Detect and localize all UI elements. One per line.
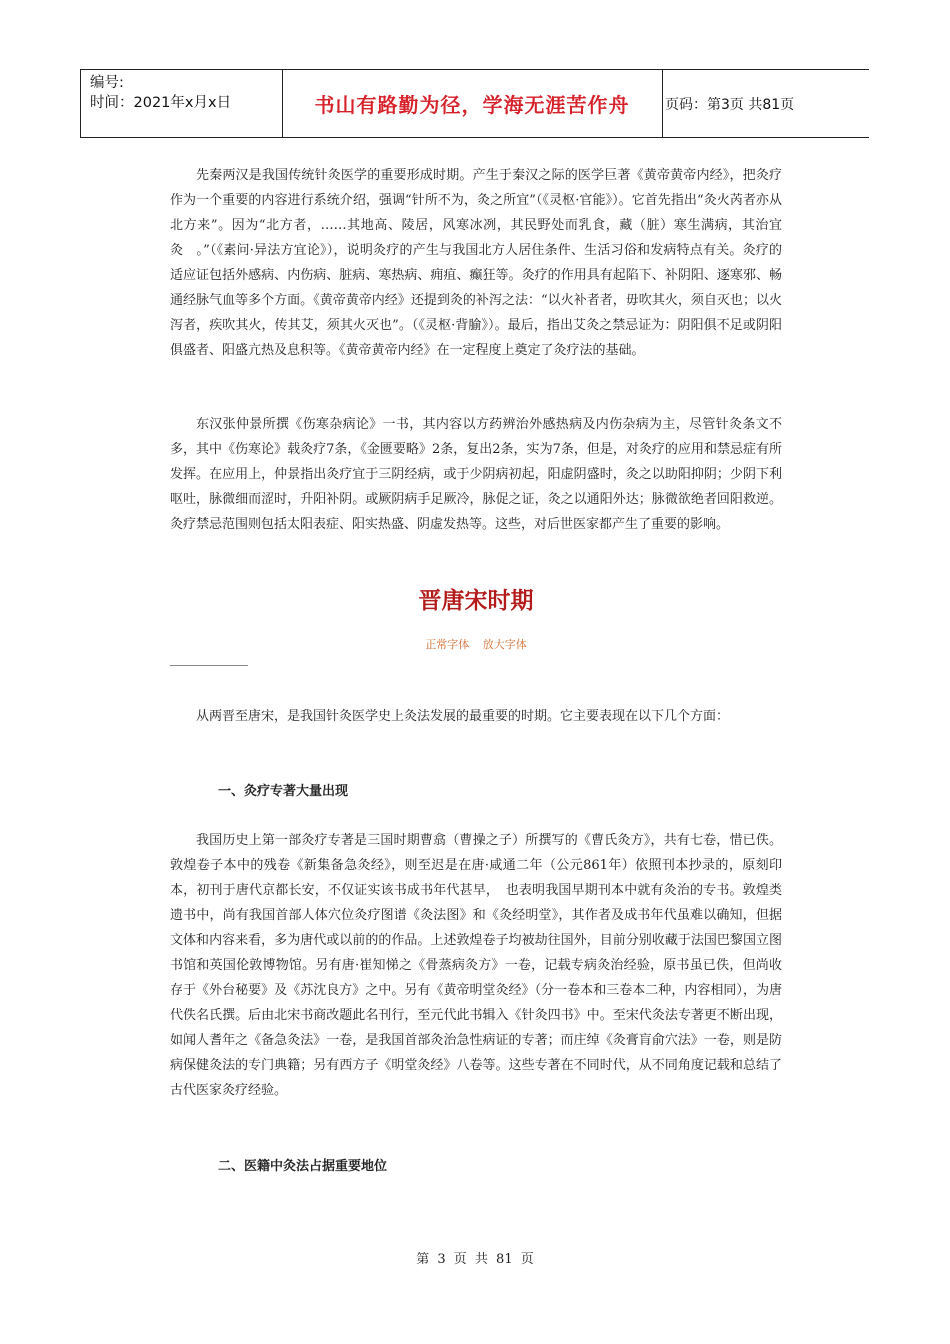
section-title: 晋唐宋时期 <box>418 588 534 614</box>
paragraph: 我国历史上第一部灸疗专著是三国时期曹翕（曹操之子）所撰写的《曹氏灸方》，共有七卷，惜已佚。敦煌卷子本中的残卷《新集备急灸经》，则至迟是在唐·咸通二年（公元861年）依照刊本抄录的，原刻印本，初刊于唐代京都长安，不仅证实该书成书年代甚早， 也表明我国早期刊本中就有灸治的专书。敦煌类遗书中，尚有我国首部人体穴位灸疗图谱《灸法图》和《灸经明堂》，其作者及成书年代虽难以确知，但据文体和内容来看，多为唐代或以前的的作品。上述敦煌卷子均被劫往国外，目前分别收藏于法国巴黎国立图书馆和英国伦敦博物馆。另有唐·崔知悌之《骨蒸病灸方》一卷，记载专病灸治经验，原书虽已佚，但尚收存于《外台秘要》及《苏沈良方》之中。另有《黄帝明堂灸经》（分一卷本和三卷本二种，内容相同），为唐代佚名氏撰。后由北宋书商改题此名刊行，至元代此书辑入《针灸四书》中。至宋代灸法专著更不断出现，如闻人耆年之《备急灸法》一卷，是我国首部灸治急性病证的专著；而庄绰《灸膏肓俞穴法》一卷，则是防病保健灸法的专门典籍；另有西方子《明堂灸经》八卷等。这些专著在不同时代，从不同角度记载和总结了古代医家灸疗经验。 <box>170 833 782 1098</box>
paragraph: 先秦两汉是我国传统针灸医学的重要形成时期。产生于秦汉之际的医学巨著《黄帝黄帝内经》，把灸疗作为一个重要的内容进行系统介绍，强调“针所不为，灸之所宜”（《灵枢·官能》）。它首先指出“灸火芮者亦从北方来”。因为“北方者，……其地高、陵居，风寒冰冽，其民野处而乳食，藏（脏）寒生满病，其治宜灸 。”（《素问·异法方宜论》），说明灸疗的产生与我国北方人居住条件、生活习俗和发病特点有关。灸疗的适应证包括外感病、内伤病、脏病、寒热病、痈疽、癫狂等。灸疗的作用具有起陷下、补阴阳、逐寒邪、畅通经脉气血等多个方面。《黄帝黄帝内经》还提到灸的补泻之法：“以火补者者，毋吹其火，须自灭也；以火泻者，疾吹其火，传其艾，须其火灭也”。（《灵枢·背腧》）。最后，指出艾灸之禁忌证为：阴阳俱不足或阴阳俱盛者、阳盛亢热及息积等。《黄帝黄帝内经》在一定程度上奠定了灸疗法的基础。 <box>170 168 782 358</box>
document-date: 时间：2021年x月x日 <box>90 95 232 111</box>
header-meta <box>90 73 280 113</box>
font-size-switcher <box>170 636 782 652</box>
large-font-link[interactable]: 放大字体 <box>482 638 527 651</box>
header-divider <box>80 70 81 137</box>
body-section-3 <box>170 828 782 1103</box>
document-number-label: 编号: <box>90 75 124 91</box>
intro-section <box>170 704 782 729</box>
divider <box>170 665 248 666</box>
body-section-1 <box>170 163 782 363</box>
header-divider <box>662 70 663 137</box>
subheading: 一、灸疗专著大量出现 <box>218 784 349 799</box>
page-footer: 第 3 页 共 81 页 <box>416 1252 534 1267</box>
subheading: 二、医籍中灸法占据重要地位 <box>218 1159 388 1174</box>
normal-font-link[interactable]: 正常字体 <box>425 638 470 651</box>
paragraph: 东汉张仲景所撰《伤寒杂病论》一书，其内容以方药辨治外感热病及内伤杂病为主，尽管针灸条文不多，其中《伤寒论》载灸疗7条，《金匮要略》2条，复出2条，实为7条，但是，对灸疗的应用和禁忌症有所发挥。在应用上，仲景指出灸疗宜于三阴经病，或于少阴病初起，阳虚阴盛时，灸之以助阳抑阴；少阴下利呕吐，脉微细而涩时，升阳补阴。或厥阴病手足厥冷，脉促之证，灸之以通阳外达；脉微欲绝者回阳救逆。灸疗禁忌范围则包括太阳表症、阳实热盛、阴虚发热等。这些，对后世医家都产生了重要的影响。 <box>170 417 782 532</box>
header-page-info: 页码：第3页 共81页 <box>665 96 795 113</box>
paragraph: 从两晋至唐宋，是我国针灸医学史上灸法发展的最重要的时期。它主要表现在以下几个方面： <box>196 709 730 724</box>
document-header <box>80 69 869 138</box>
body-section-2 <box>170 412 782 537</box>
header-motto: 书山有路勤为径，学海无涯苦作舟 <box>314 93 630 117</box>
